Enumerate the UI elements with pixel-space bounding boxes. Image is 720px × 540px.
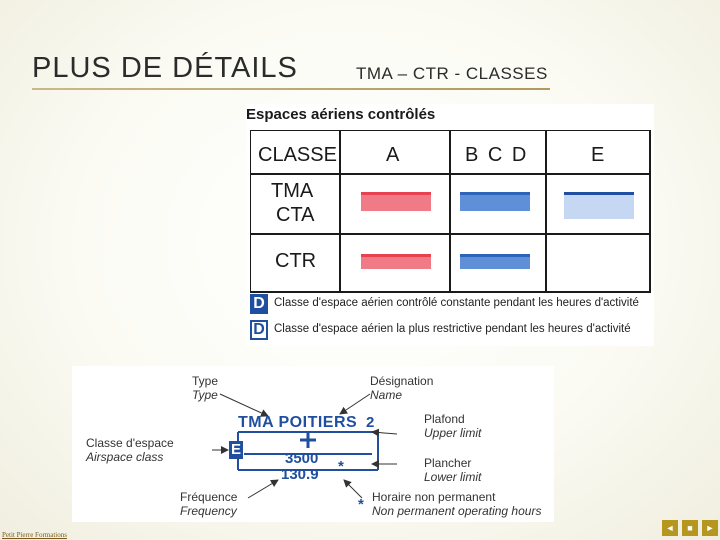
example-asterisk: * (338, 458, 344, 475)
legend-asterisk: * (358, 496, 364, 513)
label-frequency-en: Frequency (180, 504, 237, 518)
nav-next-button[interactable] (702, 520, 718, 536)
label-designation (370, 374, 433, 402)
example-box-number: 2 (366, 414, 375, 431)
column-header-bcd: B C D (465, 144, 527, 166)
row-label-cta: CTA (276, 204, 315, 226)
label-floor-en: Lower limit (424, 470, 482, 484)
label-class-fr: Classe d'espace (86, 436, 174, 450)
label-airspace-class (86, 436, 174, 464)
home-square-icon: ■ (687, 523, 693, 533)
example-floor-value: 3500 (285, 450, 319, 467)
footer-credit-link[interactable]: Petit Pierre Formations (2, 531, 67, 539)
nav-prev-button[interactable] (662, 520, 678, 536)
label-type-en: Type (192, 388, 218, 402)
column-header-classe: CLASSE (258, 144, 337, 166)
label-ceiling-en: Upper limit (424, 426, 482, 440)
tma-class-a-bar (361, 192, 431, 211)
legend-row-restrictive (250, 320, 652, 342)
label-type-fr: Type (192, 374, 219, 388)
tma-class-e-bar (564, 192, 634, 219)
column-header-e: E (591, 144, 605, 166)
next-arrow-icon: ► (705, 523, 715, 533)
example-class-letter: E (230, 441, 241, 458)
row-label-tma: TMA (271, 180, 314, 202)
label-floor-fr: Plancher (424, 456, 472, 470)
page-title: PLUS DE DÉTAILS (32, 52, 298, 84)
row-label-ctr: CTR (275, 250, 317, 272)
legend-row-constant (250, 294, 652, 316)
prev-arrow-icon: ◄ (665, 523, 675, 533)
class-glyph-filled: D (250, 294, 268, 314)
title-divider (32, 88, 550, 90)
label-schedule (372, 490, 541, 518)
example-frequency-value: 130.9 (281, 466, 319, 483)
page-subtitle: TMA – CTR - CLASSES (356, 64, 548, 83)
label-class-en: Airspace class (86, 450, 164, 464)
ctr-class-a-bar (361, 254, 431, 269)
label-schedule-en: Non permanent operating hours (372, 504, 542, 518)
label-designation-en: Name (370, 388, 403, 402)
airspace-chart-legend-figure (72, 366, 554, 522)
tma-class-bcd-bar (460, 192, 530, 211)
label-ceiling (424, 412, 481, 440)
legend-text-constant: Classe d'espace aérien contrôlé constante pendant les heures d'activité (274, 297, 639, 309)
class-glyph-outlined: D (250, 320, 268, 340)
label-floor (424, 456, 481, 484)
label-schedule-fr: Horaire non permanent (372, 490, 496, 504)
column-header-a: A (386, 144, 400, 166)
example-box-title: TMA POITIERS (238, 414, 358, 431)
label-frequency-fr: Fréquence (180, 490, 238, 504)
label-frequency (180, 490, 237, 518)
nav-home-button[interactable] (682, 520, 698, 536)
figure-heading: Espaces aériens contrôlés (246, 106, 436, 123)
label-type (192, 374, 218, 402)
label-designation-fr: Désignation (370, 374, 434, 388)
legend-text-restrictive: Classe d'espace aérien la plus restrictive pendant les heures d'activité (274, 323, 631, 335)
controlled-airspace-figure (246, 104, 654, 346)
ctr-class-bcd-bar (460, 254, 530, 269)
label-ceiling-fr: Plafond (424, 412, 465, 426)
